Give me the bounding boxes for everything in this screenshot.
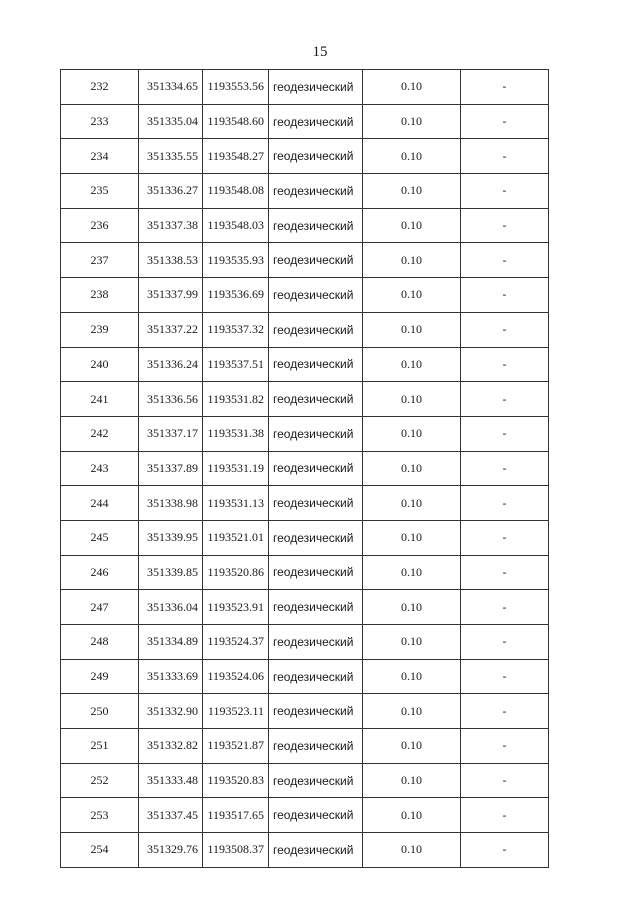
x-coordinate-cell: 351335.55 xyxy=(139,139,203,174)
accuracy-cell: 0.10 xyxy=(363,416,461,451)
y-coordinate-cell: 1193531.38 xyxy=(203,416,269,451)
table-row xyxy=(61,70,549,105)
accuracy-cell: 0.10 xyxy=(363,278,461,313)
y-coordinate-cell: 1193553.56 xyxy=(203,70,269,105)
note-cell: - xyxy=(461,416,549,451)
note-cell: - xyxy=(461,729,549,764)
table-row xyxy=(61,312,549,347)
y-coordinate-cell: 1193520.86 xyxy=(203,555,269,590)
point-number-cell: 241 xyxy=(61,382,139,417)
method-cell: геодезический xyxy=(269,70,363,105)
accuracy-cell: 0.10 xyxy=(363,104,461,139)
table-row xyxy=(61,382,549,417)
point-number-cell: 243 xyxy=(61,451,139,486)
x-coordinate-cell: 351337.45 xyxy=(139,798,203,833)
y-coordinate-cell: 1193548.27 xyxy=(203,139,269,174)
table-row xyxy=(61,104,549,139)
note-cell: - xyxy=(461,555,549,590)
note-cell: - xyxy=(461,798,549,833)
y-coordinate-cell: 1193523.91 xyxy=(203,590,269,625)
x-coordinate-cell: 351339.85 xyxy=(139,555,203,590)
page-number: 15 xyxy=(312,44,328,60)
point-number-cell: 238 xyxy=(61,278,139,313)
note-cell: - xyxy=(461,104,549,139)
x-coordinate-cell: 351336.56 xyxy=(139,382,203,417)
accuracy-cell: 0.10 xyxy=(363,486,461,521)
point-number-cell: 246 xyxy=(61,555,139,590)
method-cell: геодезический xyxy=(269,833,363,868)
y-coordinate-cell: 1193536.69 xyxy=(203,278,269,313)
y-coordinate-cell: 1193548.60 xyxy=(203,104,269,139)
accuracy-cell: 0.10 xyxy=(363,798,461,833)
note-cell: - xyxy=(461,174,549,209)
method-cell: геодезический xyxy=(269,694,363,729)
table-row xyxy=(61,174,549,209)
accuracy-cell: 0.10 xyxy=(363,174,461,209)
method-cell: геодезический xyxy=(269,243,363,278)
y-coordinate-cell: 1193524.06 xyxy=(203,659,269,694)
table-row xyxy=(61,625,549,660)
table-row xyxy=(61,486,549,521)
y-coordinate-cell: 1193521.87 xyxy=(203,729,269,764)
accuracy-cell: 0.10 xyxy=(363,763,461,798)
table-row xyxy=(61,555,549,590)
note-cell: - xyxy=(461,382,549,417)
x-coordinate-cell: 351333.48 xyxy=(139,763,203,798)
y-coordinate-cell: 1193548.03 xyxy=(203,208,269,243)
accuracy-cell: 0.10 xyxy=(363,625,461,660)
y-coordinate-cell: 1193524.37 xyxy=(203,625,269,660)
method-cell: геодезический xyxy=(269,520,363,555)
point-number-cell: 254 xyxy=(61,833,139,868)
method-cell: геодезический xyxy=(269,278,363,313)
method-cell: геодезический xyxy=(269,555,363,590)
point-number-cell: 249 xyxy=(61,659,139,694)
point-number-cell: 237 xyxy=(61,243,139,278)
y-coordinate-cell: 1193531.82 xyxy=(203,382,269,417)
note-cell: - xyxy=(461,243,549,278)
accuracy-cell: 0.10 xyxy=(363,70,461,105)
method-cell: геодезический xyxy=(269,312,363,347)
point-number-cell: 232 xyxy=(61,70,139,105)
x-coordinate-cell: 351329.76 xyxy=(139,833,203,868)
y-coordinate-cell: 1193537.32 xyxy=(203,312,269,347)
method-cell: геодезический xyxy=(269,590,363,625)
method-cell: геодезический xyxy=(269,347,363,382)
note-cell: - xyxy=(461,208,549,243)
x-coordinate-cell: 351337.22 xyxy=(139,312,203,347)
table-row xyxy=(61,520,549,555)
y-coordinate-cell: 1193531.13 xyxy=(203,486,269,521)
x-coordinate-cell: 351337.89 xyxy=(139,451,203,486)
note-cell: - xyxy=(461,347,549,382)
table-row xyxy=(61,659,549,694)
x-coordinate-cell: 351333.69 xyxy=(139,659,203,694)
method-cell: геодезический xyxy=(269,729,363,764)
method-cell: геодезический xyxy=(269,798,363,833)
point-number-cell: 244 xyxy=(61,486,139,521)
note-cell: - xyxy=(461,139,549,174)
method-cell: геодезический xyxy=(269,659,363,694)
note-cell: - xyxy=(461,486,549,521)
table-row xyxy=(61,833,549,868)
method-cell: геодезический xyxy=(269,382,363,417)
accuracy-cell: 0.10 xyxy=(363,833,461,868)
note-cell: - xyxy=(461,520,549,555)
x-coordinate-cell: 351337.99 xyxy=(139,278,203,313)
x-coordinate-cell: 351332.82 xyxy=(139,729,203,764)
x-coordinate-cell: 351334.89 xyxy=(139,625,203,660)
x-coordinate-cell: 351339.95 xyxy=(139,520,203,555)
table-row xyxy=(61,416,549,451)
y-coordinate-cell: 1193508.37 xyxy=(203,833,269,868)
method-cell: геодезический xyxy=(269,139,363,174)
note-cell: - xyxy=(461,659,549,694)
method-cell: геодезический xyxy=(269,416,363,451)
point-number-cell: 234 xyxy=(61,139,139,174)
accuracy-cell: 0.10 xyxy=(363,243,461,278)
y-coordinate-cell: 1193548.08 xyxy=(203,174,269,209)
point-number-cell: 251 xyxy=(61,729,139,764)
point-number-cell: 245 xyxy=(61,520,139,555)
x-coordinate-cell: 351337.38 xyxy=(139,208,203,243)
note-cell: - xyxy=(461,278,549,313)
point-number-cell: 240 xyxy=(61,347,139,382)
y-coordinate-cell: 1193523.11 xyxy=(203,694,269,729)
x-coordinate-cell: 351334.65 xyxy=(139,70,203,105)
point-number-cell: 253 xyxy=(61,798,139,833)
coordinates-table-body xyxy=(61,70,549,868)
table-row xyxy=(61,763,549,798)
accuracy-cell: 0.10 xyxy=(363,590,461,625)
point-number-cell: 239 xyxy=(61,312,139,347)
y-coordinate-cell: 1193535.93 xyxy=(203,243,269,278)
y-coordinate-cell: 1193521.01 xyxy=(203,520,269,555)
x-coordinate-cell: 351336.04 xyxy=(139,590,203,625)
note-cell: - xyxy=(461,625,549,660)
accuracy-cell: 0.10 xyxy=(363,312,461,347)
x-coordinate-cell: 351335.04 xyxy=(139,104,203,139)
table-row xyxy=(61,729,549,764)
accuracy-cell: 0.10 xyxy=(363,208,461,243)
x-coordinate-cell: 351332.90 xyxy=(139,694,203,729)
method-cell: геодезический xyxy=(269,174,363,209)
accuracy-cell: 0.10 xyxy=(363,659,461,694)
table-row xyxy=(61,694,549,729)
note-cell: - xyxy=(461,70,549,105)
y-coordinate-cell: 1193531.19 xyxy=(203,451,269,486)
x-coordinate-cell: 351338.98 xyxy=(139,486,203,521)
x-coordinate-cell: 351337.17 xyxy=(139,416,203,451)
note-cell: - xyxy=(461,694,549,729)
method-cell: геодезический xyxy=(269,208,363,243)
y-coordinate-cell: 1193537.51 xyxy=(203,347,269,382)
x-coordinate-cell: 351338.53 xyxy=(139,243,203,278)
table-row xyxy=(61,798,549,833)
method-cell: геодезический xyxy=(269,451,363,486)
point-number-cell: 233 xyxy=(61,104,139,139)
table-row xyxy=(61,139,549,174)
point-number-cell: 247 xyxy=(61,590,139,625)
x-coordinate-cell: 351336.24 xyxy=(139,347,203,382)
y-coordinate-cell: 1193517.65 xyxy=(203,798,269,833)
accuracy-cell: 0.10 xyxy=(363,729,461,764)
table-row xyxy=(61,243,549,278)
point-number-cell: 252 xyxy=(61,763,139,798)
accuracy-cell: 0.10 xyxy=(363,139,461,174)
table-row xyxy=(61,208,549,243)
point-number-cell: 236 xyxy=(61,208,139,243)
accuracy-cell: 0.10 xyxy=(363,694,461,729)
point-number-cell: 242 xyxy=(61,416,139,451)
point-number-cell: 235 xyxy=(61,174,139,209)
accuracy-cell: 0.10 xyxy=(363,382,461,417)
accuracy-cell: 0.10 xyxy=(363,451,461,486)
table-row xyxy=(61,278,549,313)
note-cell: - xyxy=(461,590,549,625)
note-cell: - xyxy=(461,451,549,486)
method-cell: геодезический xyxy=(269,763,363,798)
note-cell: - xyxy=(461,763,549,798)
y-coordinate-cell: 1193520.83 xyxy=(203,763,269,798)
note-cell: - xyxy=(461,833,549,868)
accuracy-cell: 0.10 xyxy=(363,520,461,555)
method-cell: геодезический xyxy=(269,104,363,139)
x-coordinate-cell: 351336.27 xyxy=(139,174,203,209)
method-cell: геодезический xyxy=(269,625,363,660)
coordinates-table xyxy=(60,69,549,868)
accuracy-cell: 0.10 xyxy=(363,555,461,590)
method-cell: геодезический xyxy=(269,486,363,521)
table-row xyxy=(61,347,549,382)
table-row xyxy=(61,590,549,625)
note-cell: - xyxy=(461,312,549,347)
accuracy-cell: 0.10 xyxy=(363,347,461,382)
point-number-cell: 248 xyxy=(61,625,139,660)
table-row xyxy=(61,451,549,486)
point-number-cell: 250 xyxy=(61,694,139,729)
